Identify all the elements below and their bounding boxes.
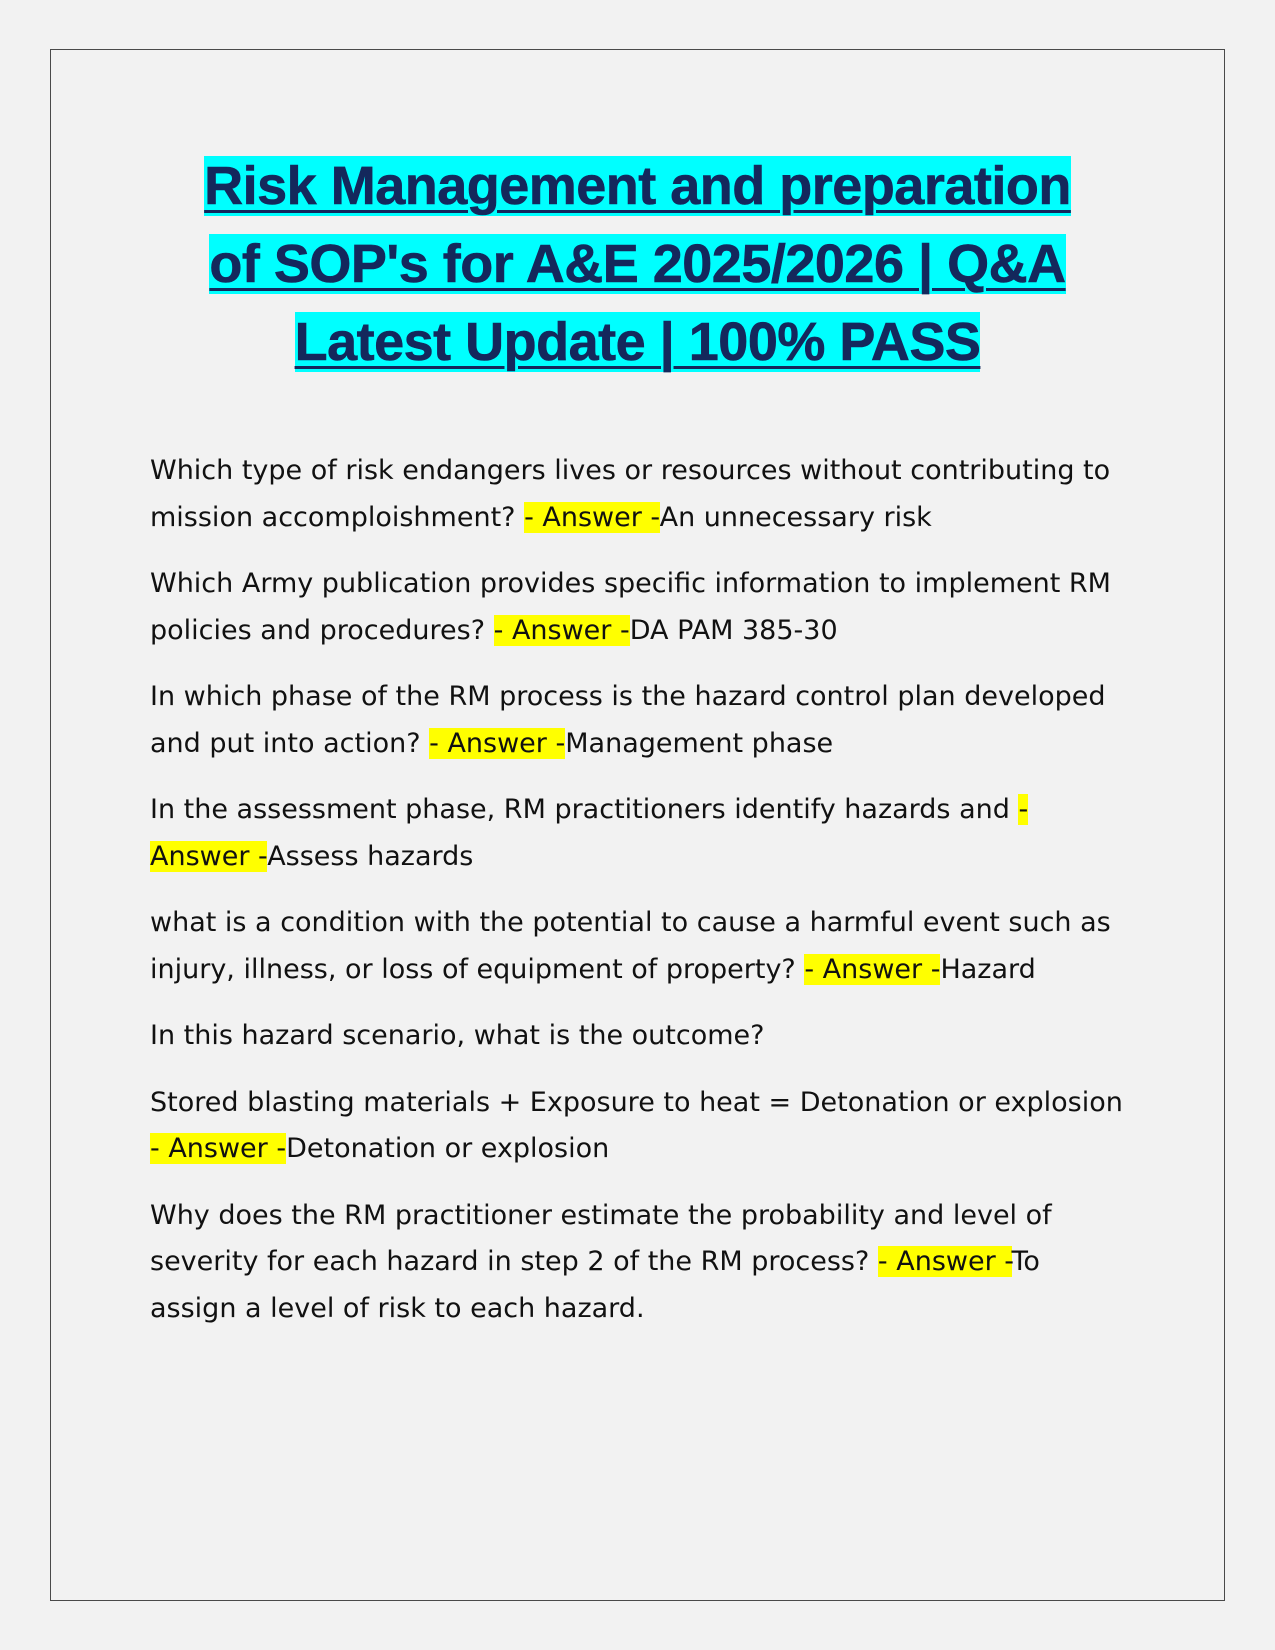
- qa-item: [150, 561, 1130, 654]
- answer-text: Hazard: [940, 953, 1036, 985]
- answer-text: An unnecessary risk: [659, 501, 932, 533]
- title-line-2: of SOP's for A&E 2025/2026 | Q&A: [209, 234, 1066, 294]
- qa-item: [150, 674, 1130, 767]
- answer-tag: - Answer -: [150, 1133, 287, 1164]
- answer-tag: - Answer -: [804, 953, 941, 985]
- answer-tag: - Answer -: [524, 501, 660, 533]
- answer-text: To assign a level of risk to each hazard.: [150, 1246, 1040, 1324]
- title-line-1: Risk Management and preparation: [204, 156, 1071, 216]
- answer-text: DA PAM 385-30: [629, 614, 838, 646]
- answer-tag: - Answer -: [150, 794, 1029, 872]
- question-text: Why does the RM practitioner estimate the probability and level of severity for each hazard in step 2 of the RM process?: [150, 1199, 1052, 1277]
- answer-tag: - Answer -: [429, 727, 566, 759]
- answer-text: Management phase: [565, 727, 834, 759]
- prompt-text: In this hazard scenario, what is the outcome?: [150, 1020, 765, 1051]
- question-text: Which type of risk endangers lives or resources without contributing to mission accomploishment?: [150, 455, 1111, 533]
- answer-text: Assess hazards: [267, 840, 474, 872]
- title-line-3: Latest Update | 100% PASS: [294, 312, 981, 372]
- qa-item: [150, 900, 1130, 993]
- qa-item: [150, 1080, 1130, 1173]
- qa-item: [150, 787, 1130, 880]
- question-text: Stored blasting materials + Exposure to heat = Detonation or explosion: [150, 1086, 1123, 1118]
- qa-list: [150, 448, 1130, 1352]
- question-text: In the assessment phase, RM practitioners identify hazards and: [150, 794, 1019, 825]
- qa-scenario-prompt: [150, 1013, 1130, 1060]
- document-title: [150, 147, 1125, 381]
- answer-text: Detonation or explosion: [286, 1133, 610, 1164]
- answer-tag: - Answer -: [493, 614, 630, 646]
- qa-item: [150, 448, 1130, 541]
- question-text: what is a condition with the potential to cause a harmful event such as injury, illness, or loss of equipment of property?: [150, 907, 1111, 985]
- qa-item: [150, 1193, 1130, 1333]
- answer-tag: - Answer -: [877, 1246, 1012, 1277]
- question-text: Which Army publication provides specific information to implement RM policies and procedures?: [150, 568, 1111, 646]
- question-text: In which phase of the RM process is the hazard control plan developed and put into action?: [150, 681, 1106, 759]
